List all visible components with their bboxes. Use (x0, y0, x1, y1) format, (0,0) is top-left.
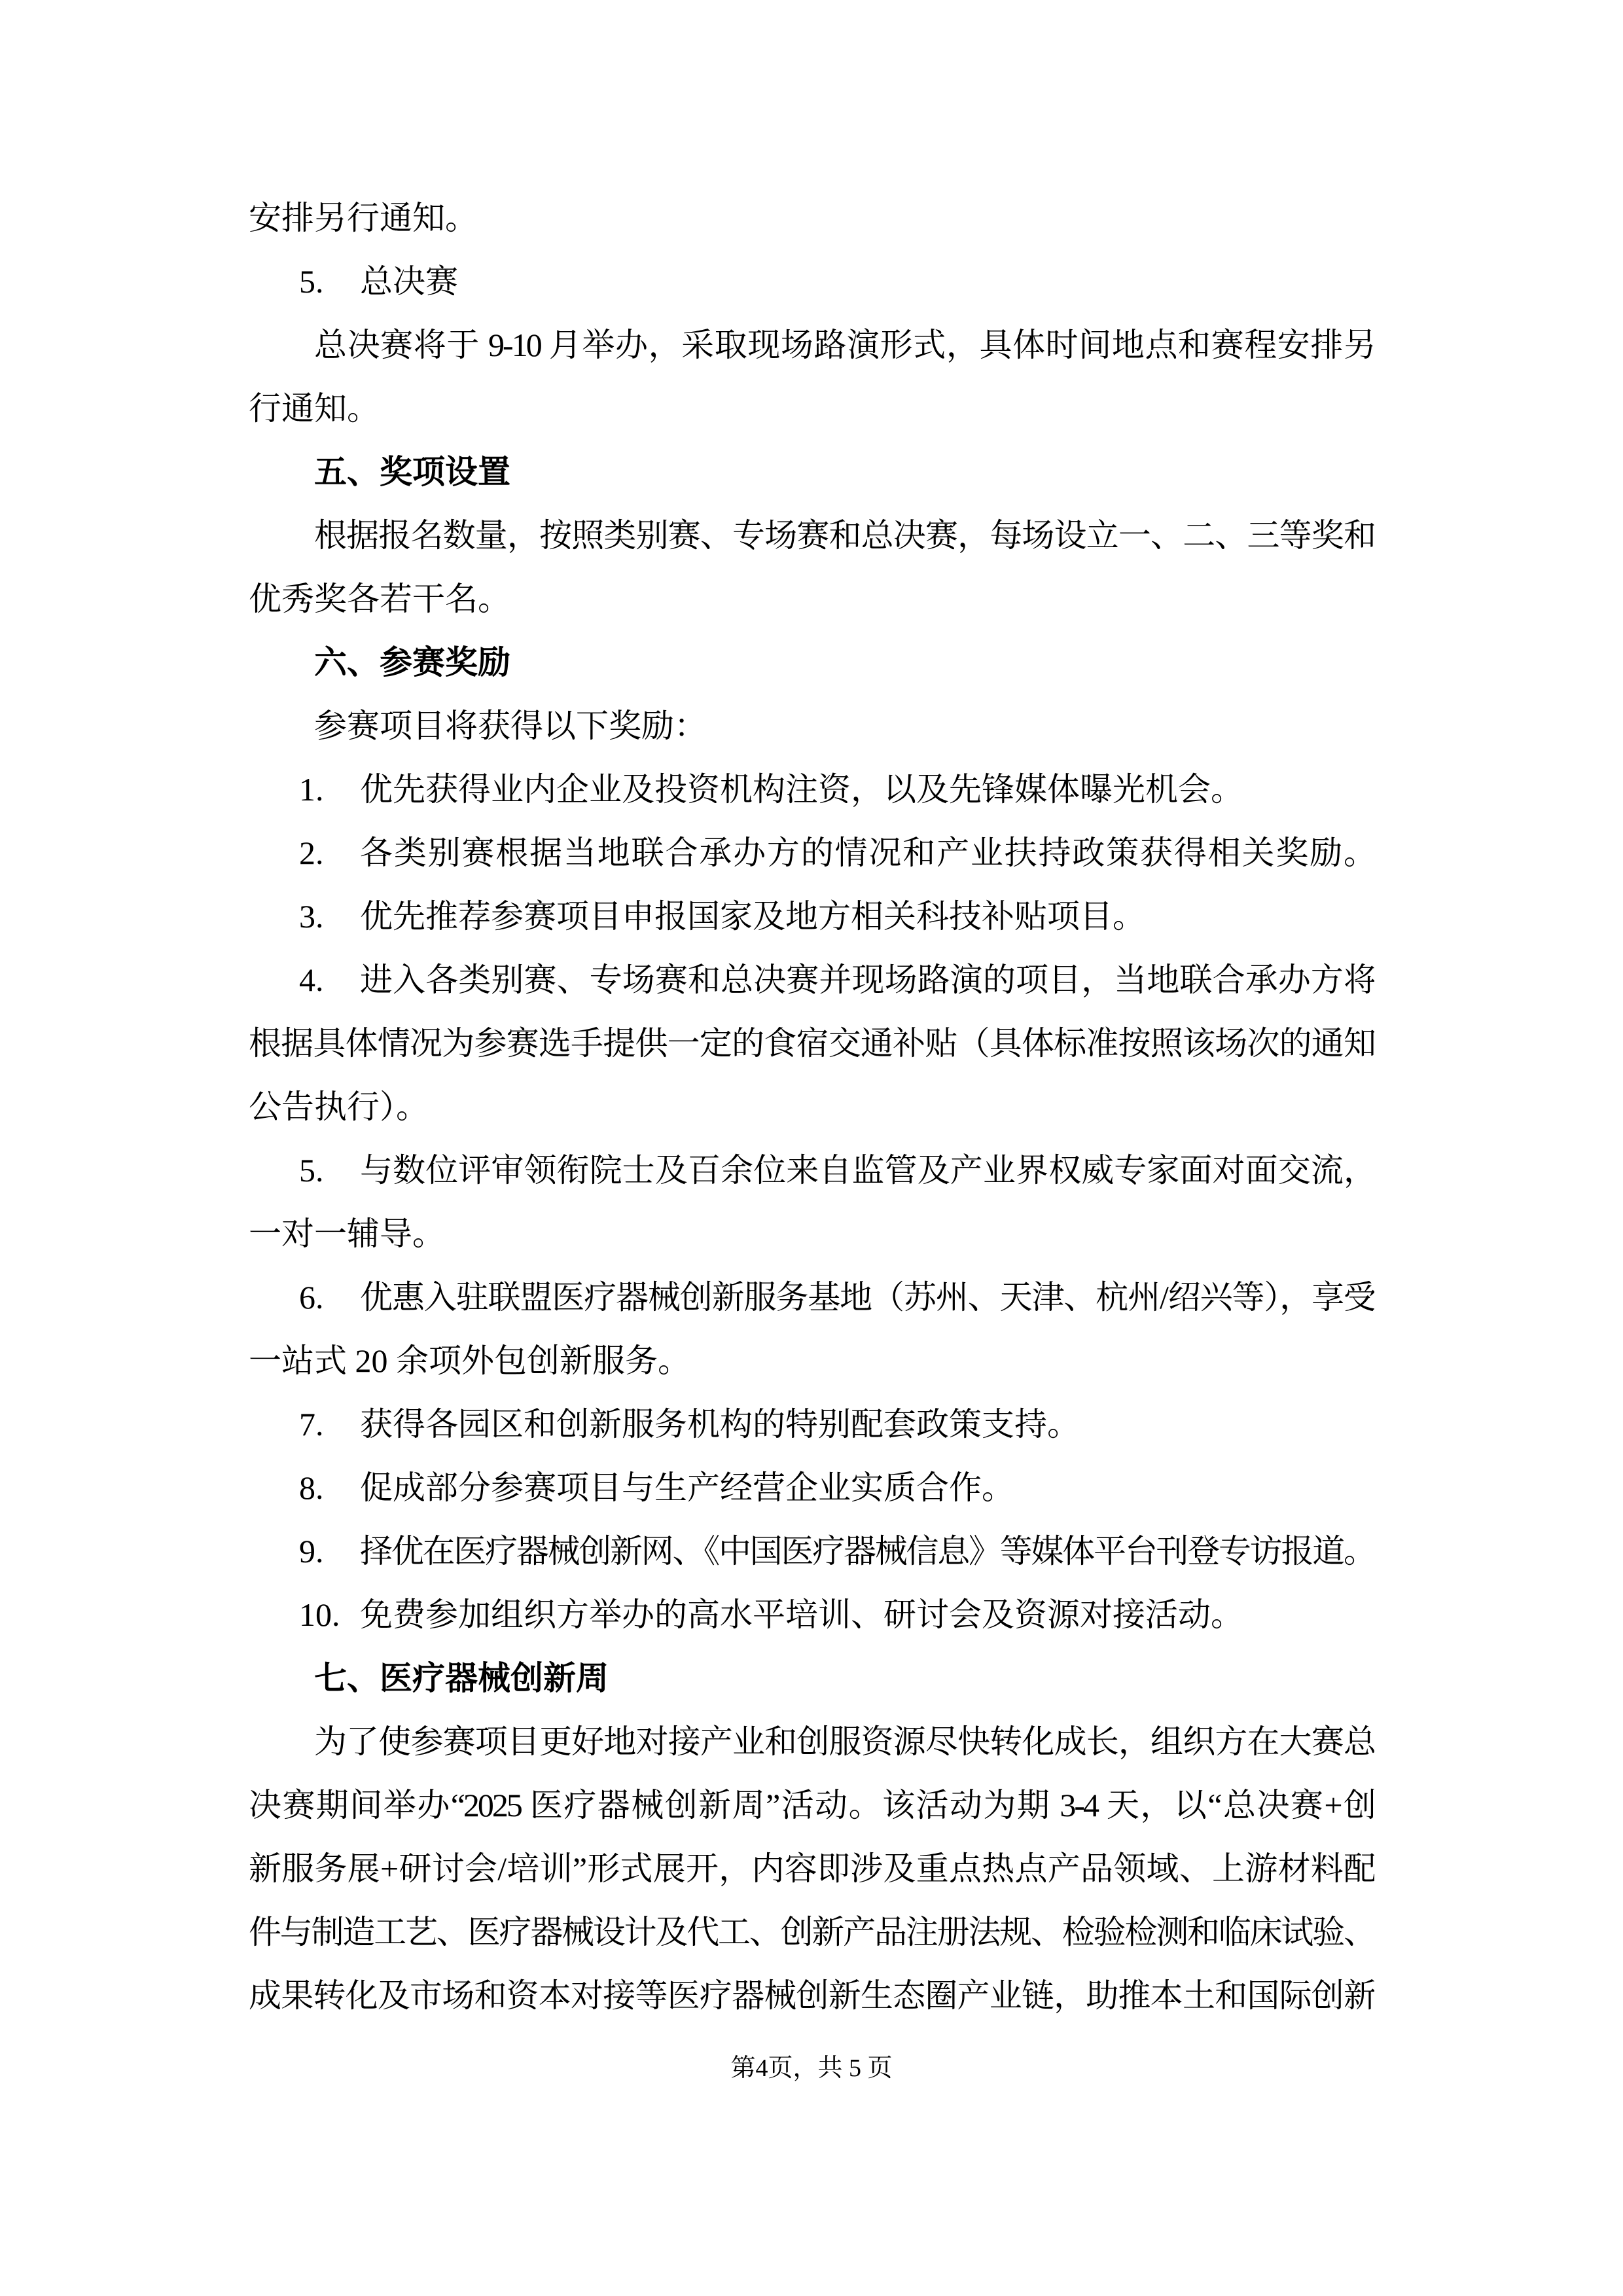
text-line (249, 1202, 1374, 1266)
line-text: 获得各园区和创新服务机构的特别配套政策支持。 (360, 1406, 1080, 1443)
line-text: 六、参赛奖励 (314, 644, 510, 681)
line-text: 一站式 20 余项外包创新服务。 (249, 1342, 690, 1379)
line-text: 成果转化及市场和资本对接等医疗器械创新生态圈产业链，助推本土和国际创新 (249, 1977, 1374, 2014)
line-text: 优秀奖各若干名。 (249, 581, 510, 617)
text-line (249, 1012, 1374, 1075)
line-text: 参赛项目将获得以下奖励： (314, 708, 707, 744)
list-number: 8. (299, 1469, 324, 1506)
text-line (249, 1774, 1374, 1837)
line-text: 优先获得业内企业及投资机构注资，以及先锋媒体曝光机会。 (360, 771, 1243, 808)
line-text: 免费参加组织方举办的高水平培训、研讨会及资源对接活动。 (360, 1596, 1243, 1633)
text-line (249, 694, 1374, 758)
line-text: 总决赛将于 9-10 月举办，采取现场路演形式，具体时间地点和赛程安排另 (314, 327, 1374, 363)
line-text: 进入各类别赛、专场赛和总决赛并现场路演的项目，当地联合承办方将 (360, 961, 1374, 998)
line-text: 与数位评审领衔院士及百余位来自监管及产业界权威专家面对面交流， (360, 1152, 1374, 1189)
list-number: 9. (299, 1533, 324, 1570)
list-item (249, 1520, 1374, 1583)
document-body (249, 187, 1374, 2028)
list-item (249, 1266, 1374, 1329)
list-item (249, 1583, 1374, 1647)
line-text: 各类别赛根据当地联合承办方的情况和产业扶持政策获得相关奖励。 (360, 834, 1374, 871)
line-text: 优惠入驻联盟医疗器械创新服务基地（苏州、天津、杭州/绍兴等），享受 (360, 1279, 1374, 1316)
list-item (249, 1393, 1374, 1456)
line-text: 决赛期间举办“2025 医疗器械创新周”活动。该活动为期 3-4 天，以“总决赛+创 (249, 1787, 1374, 1823)
list-item (249, 250, 1374, 314)
line-text: 公告执行）。 (249, 1088, 429, 1125)
text-line (249, 1837, 1374, 1901)
line-text: 总决赛 (360, 263, 458, 300)
line-text: 新服务展+研讨会/培训”形式展开，内容即涉及重点热点产品领域、上游材料配 (249, 1850, 1374, 1887)
section-heading (249, 631, 1374, 694)
section-heading (249, 440, 1374, 504)
line-text: 行通知。 (249, 390, 380, 427)
line-text: 为了使参赛项目更好地对接产业和创服资源尽快转化成长，组织方在大赛总 (314, 1723, 1374, 1760)
text-line (249, 1710, 1374, 1774)
line-text: 安排另行通知。 (249, 200, 478, 236)
line-text: 一对一辅导。 (249, 1215, 445, 1252)
line-text: 七、医疗器械创新周 (314, 1660, 609, 1696)
list-item (249, 758, 1374, 821)
list-number: 1. (299, 771, 324, 808)
list-item (249, 821, 1374, 885)
text-line (249, 1964, 1374, 2028)
list-number: 3. (299, 898, 324, 935)
list-number: 7. (299, 1406, 324, 1443)
line-text: 优先推荐参赛项目申报国家及地方相关科技补贴项目。 (360, 898, 1145, 935)
list-number: 2. (299, 834, 324, 871)
list-item (249, 1139, 1374, 1202)
text-line (249, 1901, 1374, 1964)
list-number: 5. (299, 1152, 324, 1189)
line-text: 择优在医疗器械创新网、《中国医疗器械信息》等媒体平台刊登专访报道。 (360, 1533, 1374, 1570)
list-number: 5. (299, 263, 324, 300)
line-text: 根据报名数量，按照类别赛、专场赛和总决赛，每场设立一、二、三等奖和 (314, 517, 1374, 554)
text-line (249, 187, 1374, 250)
list-number: 6. (299, 1279, 324, 1316)
page-footer: 第4页，共 5 页 (730, 2054, 893, 2082)
text-line (249, 1075, 1374, 1139)
list-item (249, 885, 1374, 948)
list-item (249, 1456, 1374, 1520)
line-text: 件与制造工艺、医疗器械设计及代工、创新产品注册法规、检验检测和临床试验、 (249, 1914, 1374, 1950)
line-text: 促成部分参赛项目与生产经营企业实质合作。 (360, 1469, 1014, 1506)
section-heading (249, 1647, 1374, 1710)
text-line (249, 377, 1374, 440)
text-line (249, 567, 1374, 631)
text-line (249, 504, 1374, 567)
list-number: 10. (299, 1596, 340, 1633)
list-item (249, 948, 1374, 1012)
text-line (249, 1329, 1374, 1393)
text-line (249, 314, 1374, 377)
list-number: 4. (299, 961, 324, 998)
line-text: 根据具体情况为参赛选手提供一定的食宿交通补贴（具体标准按照该场次的通知 (249, 1025, 1374, 1062)
line-text: 五、奖项设置 (314, 454, 510, 490)
